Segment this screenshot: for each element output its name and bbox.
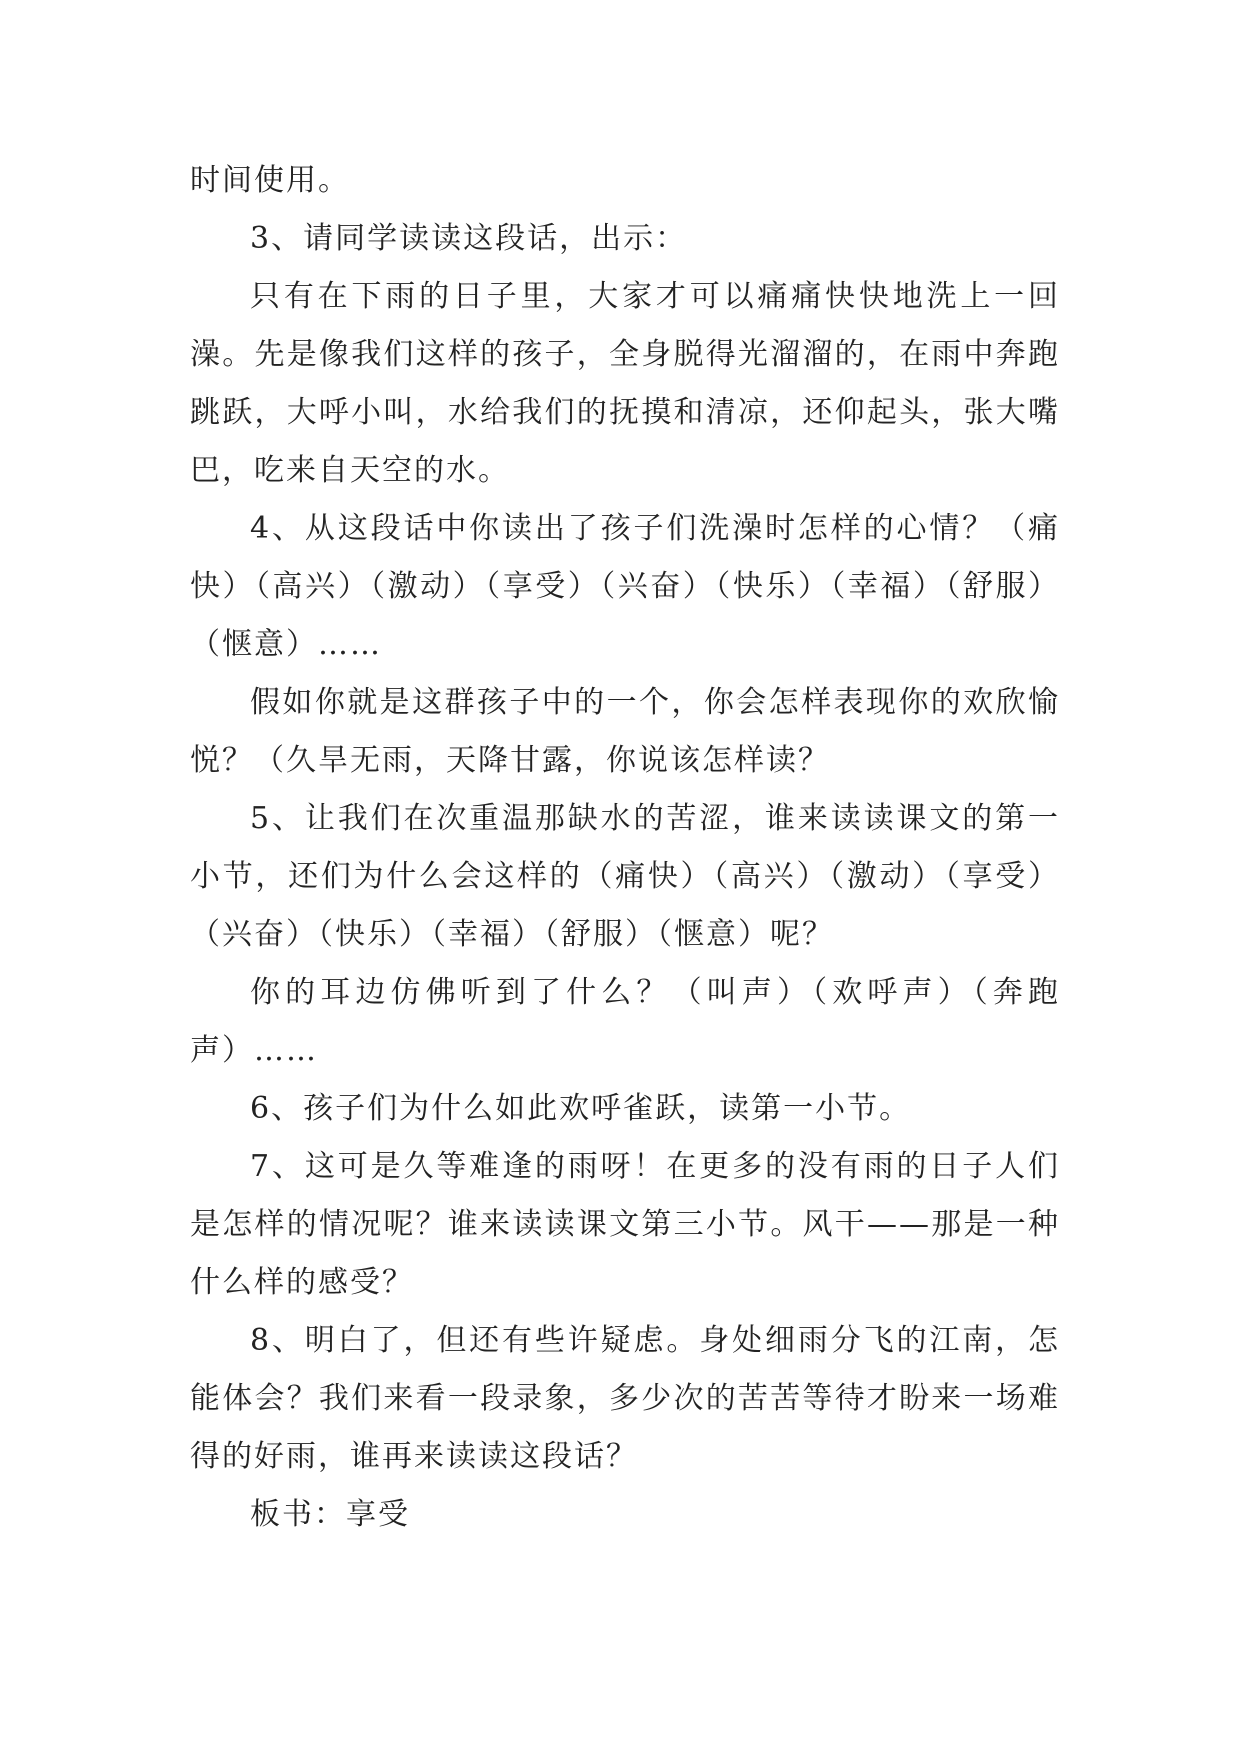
paragraph-blackboard: 板书：享受 — [250, 1497, 410, 1532]
paragraph-step-3: 3、请同学读读这段话，出示： — [250, 221, 688, 256]
paragraph-step-8: 8、明白了，但还有些许疑虑。身处细雨分飞的江南，怎能体会？我们来看一段录象，多少次的苦苦等待才盼来一场难得的好雨，谁再来读读这段话？ — [190, 1323, 1060, 1474]
paragraph-step-4: 4、从这段话中你读出了孩子们洗澡时怎样的心情？（痛快）（高兴）（激动）（享受）（兴奋）（快乐）（幸福）（舒服）（惬意）…… — [190, 511, 1060, 662]
paragraph-step-6: 6、孩子们为什么如此欢呼雀跃，读第一小节。 — [250, 1091, 912, 1126]
paragraph-step-7: 7、这可是久等难逢的雨呀！在更多的没有雨的日子人们是怎样的情况呢？谁来读读课文第三小节。风干——那是一种什么样的感受？ — [190, 1149, 1060, 1300]
paragraph-quoted-passage: 只有在下雨的日子里，大家才可以痛痛快快地洗上一回澡。先是像我们这样的孩子，全身脱得光溜溜的，在雨中奔跑跳跃，大呼小叫，水给我们的抚摸和清凉，还仰起头，张大嘴巴，吃来自天空的水。 — [190, 279, 1060, 488]
paragraph-step-5: 5、让我们在次重温那缺水的苦涩，谁来读读课文的第一小节，还们为什么会这样的（痛快）（高兴）（激动）（享受）（兴奋）（快乐）（幸福）（舒服）（惬意）呢？ — [190, 801, 1060, 952]
paragraph-hear: 你的耳边仿佛听到了什么？（叫声）（欢呼声）（奔跑声）…… — [190, 975, 1060, 1068]
paragraph-imagine: 假如你就是这群孩子中的一个，你会怎样表现你的欢欣愉悦？（久旱无雨，天降甘露，你说该怎样读？ — [190, 685, 1060, 778]
paragraph-continuation: 时间使用。 — [190, 163, 350, 198]
document-body — [190, 152, 1060, 1544]
